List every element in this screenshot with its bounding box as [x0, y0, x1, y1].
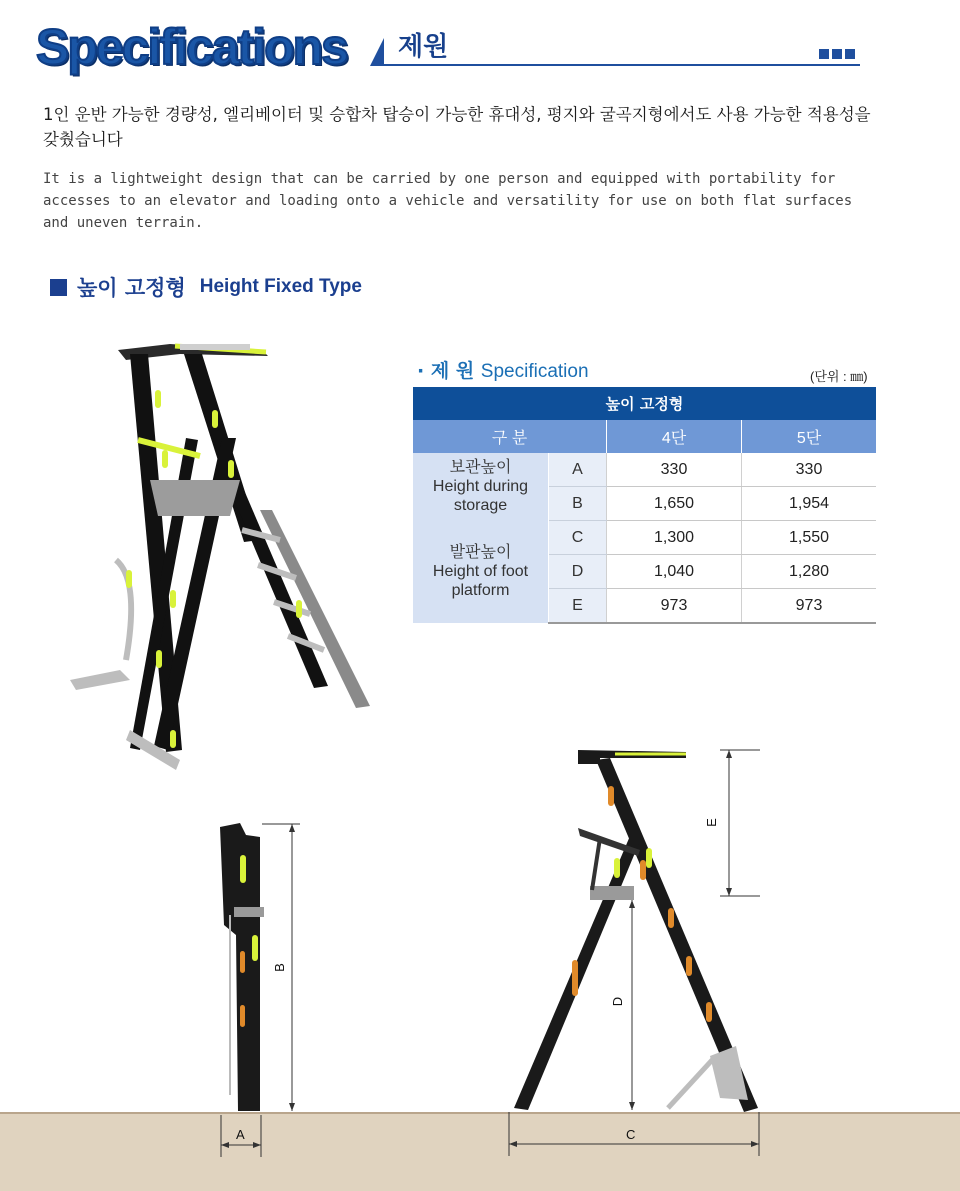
spec-heading-korean: 제 원	[430, 360, 475, 382]
ladder-perspective-illustration	[30, 330, 390, 790]
value-4-step: 1,040	[607, 555, 742, 589]
row-group-label-english: Height during storage	[432, 478, 529, 515]
ladder-open-side-view	[500, 740, 780, 1170]
value-5-step: 330	[742, 453, 877, 487]
column-header-category: 구 분	[413, 420, 607, 453]
table-header-row	[413, 420, 876, 453]
ground-strip	[0, 1112, 960, 1191]
title-squares-icon	[819, 49, 855, 59]
row-key: E	[549, 589, 607, 624]
description-korean: 1인 운반 가능한 경량성, 엘리베이터 및 승합차 탑승이 가능한 휴대성, 평지와 굴곡지형에서도 사용 가능한 적용성을 갖췄습니다	[43, 105, 871, 149]
row-group-label	[413, 521, 549, 624]
value-5-step: 973	[742, 589, 877, 624]
value-5-step: 1,954	[742, 487, 877, 521]
value-5-step: 1,550	[742, 521, 877, 555]
table-title-row	[413, 387, 876, 420]
spec-table	[413, 387, 876, 624]
spec-heading	[417, 356, 589, 383]
table-row	[413, 521, 876, 555]
value-4-step: 330	[607, 453, 742, 487]
table-row	[413, 453, 876, 487]
title-underline-triangle	[370, 38, 384, 66]
page-title: Specifications	[36, 19, 347, 75]
title-underline	[372, 64, 860, 66]
row-key: D	[549, 555, 607, 589]
value-4-step: 973	[607, 589, 742, 624]
bullet-dot: ·	[417, 360, 425, 382]
row-group-label	[413, 453, 549, 521]
dimension-label-a: A	[236, 1127, 245, 1142]
dimension-label-e: E	[703, 818, 719, 827]
row-group-label-korean: 발판높이	[449, 544, 512, 562]
unit-label: (단위 : ㎜)	[810, 369, 868, 384]
dimension-label-c: C	[626, 1127, 636, 1142]
column-header-4-step: 4단	[607, 420, 742, 453]
column-header-5-step: 5단	[742, 420, 877, 453]
description-english: It is a lightweight design that can be carried by one person and equipped with portability for accesses to an elevator and loading onto a vehicle and versatility for use on both flat surfaces and uneven terrain.	[43, 171, 853, 231]
section-title	[50, 272, 362, 302]
dimension-label-d: D	[610, 996, 626, 1007]
dimension-label-b: B	[271, 963, 287, 972]
value-5-step: 1,280	[742, 555, 877, 589]
row-key: A	[549, 453, 607, 487]
row-group-label-english: Height of foot platform	[432, 563, 529, 600]
section-title-english: Height Fixed Type	[199, 276, 362, 297]
row-group-label-korean: 보관높이	[449, 459, 512, 477]
value-4-step: 1,650	[607, 487, 742, 521]
row-key: C	[549, 521, 607, 555]
section-title-korean: 높이 고정형	[77, 276, 186, 300]
value-4-step: 1,300	[607, 521, 742, 555]
table-title: 높이 고정형	[413, 387, 876, 420]
page-title-korean: 제원	[398, 32, 449, 62]
square-bullet-icon	[50, 279, 67, 296]
row-key: B	[549, 487, 607, 521]
ladder-folded-side-view	[200, 815, 320, 1165]
spec-heading-english: Specification	[480, 361, 589, 382]
